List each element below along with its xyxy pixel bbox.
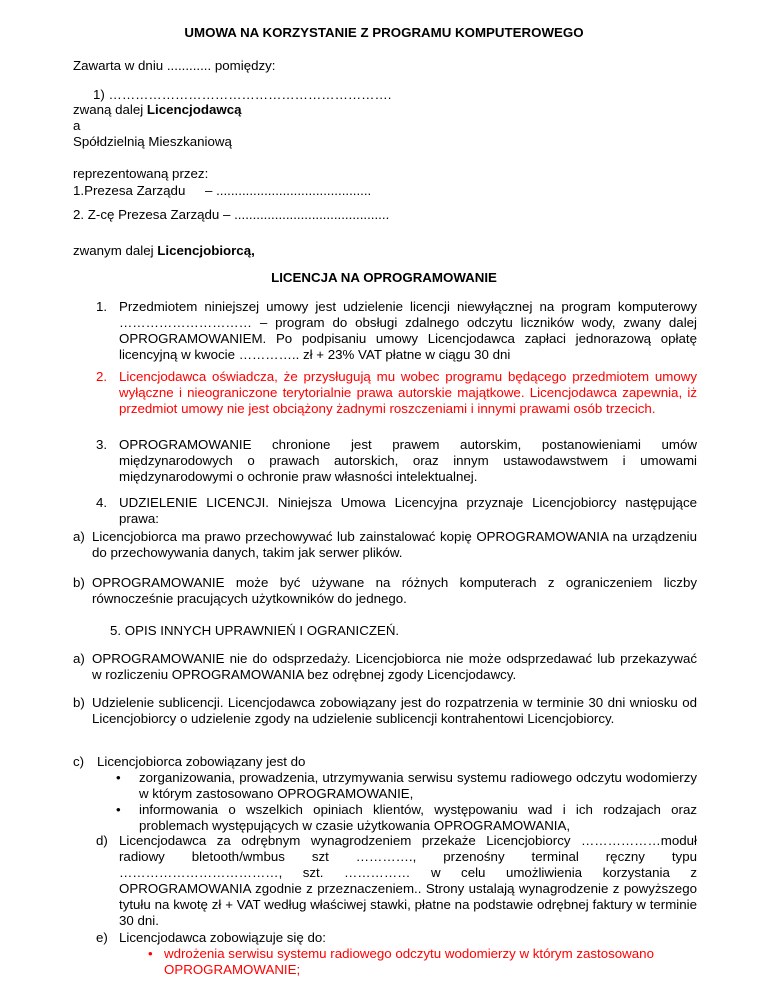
rep1-label: 1.Prezesa Zarządu [73, 183, 186, 198]
other-point-b: Udzielenie sublicencji. Licencjodawca zobowiązany jest do rozpatrzenia w terminie 30 dni wniosku od Licencjobiorcy o udzielenie zgody na udzielenie sublicencji kontrahentowi Licencjobiorcy. [92, 695, 697, 726]
item-2-text: Licencjodawca oświadcza, że przysługują mu wobec programu będącego przedmiotem umowy wyłączne i nieograniczone terytorialnie prawa autorskie majątkowe. Licencjodawca zapewnia, iż przedmiot umowy nie jest obciążony żadnymi roszczeniami i innymi prawami osób trzecich. [119, 369, 697, 416]
licence-point-a: Licencjobiorca ma prawo przechowywać lub zainstalować kopię OPROGRAMOWANIA na urządzeniu do przechowywania danych, takim jak serwer plików. [92, 529, 697, 560]
point-label: e) [96, 930, 108, 945]
item-number: 4. [96, 495, 108, 510]
represented-by: reprezentowaną przez: [73, 166, 209, 181]
point-label: b) [73, 695, 85, 710]
item-3-text: OPROGRAMOWANIE chronione jest prawem autorskim, postanowieniami umów międzynarodowych o prawach autorskich, oraz innym ustawodawstwem i umowami międzynarodowymi o ochronie praw własności intelektualnej. [119, 437, 697, 484]
item-number: 1. [96, 299, 108, 314]
item-number: 2. [96, 369, 108, 384]
point-label: a) [73, 529, 85, 544]
called-prefix: zwaną dalej [73, 102, 147, 117]
other-point-c: Licencjobiorca zobowiązany jest do [97, 754, 306, 769]
c-bullet-1: zorganizowania, prowadzenia, utrzymywania serwisu systemu radiowego odczytu wodomierzy w którym zastosowano OPROGRAMOWANIE, [139, 770, 697, 801]
date-line: Zawarta w dniu ............ pomiędzy: [73, 58, 276, 73]
licencjodawca-term: Licencjodawcą [146, 102, 242, 117]
rep2-line: 2. Z-cę Prezesa Zarządu – .......................................... [73, 207, 390, 222]
party1-called [73, 102, 242, 118]
point-label: a) [73, 651, 85, 666]
item-1-text: Przedmiotem niniejszej umowy jest udzielenie licencji niewyłącznej na program komputerowy ………………………… – program do obsługi zdalnego odczytu liczników wody, zwany dalej OPROGRAMOWANIEM. Po podpisaniu umowy Licencjodawca zapłaci jednorazową opłatę licencyjną w kwocie ………….. zł + 23% VAT płatne w ciągu 30 dni [119, 299, 697, 362]
licence-point-b: OPROGRAMOWANIE może być używane na różnych komputerach z ograniczeniem liczby równocześnie pracujących użytkowników do jednego. [92, 575, 697, 606]
document-title: UMOWA NA KORZYSTANIE Z PROGRAMU KOMPUTEROWEGO [184, 25, 584, 40]
bullet-icon: • [148, 946, 153, 961]
e-bullet: wdrożenia serwisu systemu radiowego odczytu wodomierzy w którym zastosowano OPROGRAMOWANIE; [164, 946, 654, 977]
point-label: d) [96, 833, 108, 848]
c-bullet-2: informowania o wszelkich opiniach klientów, występowaniu wad i ich rodzajach oraz problemach występujących w czasie użytkowania OPROGRAMOWANIA, [139, 802, 697, 833]
section5-heading: 5. OPIS INNYCH UPRAWNIEŃ I OGRANICZEŃ. [110, 623, 400, 638]
other-point-a: OPROGRAMOWANIE nie do odsprzedaży. Licencjobiorca nie może odsprzedawać lub przekazywać w rozliczeniu OPROGRAMOWANIA bez odrębnej zgody Licencjodawcy. [92, 651, 697, 682]
other-point-d: Licencjodawca za odrębnym wynagrodzeniem przekaże Licencjobiorcy ………………moduł radiowy bletooth/wmbus szt …………., przenośny terminal ręczny typu ………………………………, szt. …………… w celu umożliwienia korzystania z OPROGRAMOWANIA zgodnie z przeznaczeniem.. Strony ustalają wynagrodzenie z powyższego tytułu na kwotę zł + VAT według właściwej stawki, płatne na podstawie odrębnej faktury w terminie 30 dni. [119, 833, 697, 928]
point-label: c) [73, 754, 85, 769]
party1-line: 1) ………………………………………………………. [93, 87, 392, 102]
called-prefix: zwanym dalej [73, 243, 158, 258]
bullet-icon: • [116, 802, 121, 817]
and-word: a [73, 118, 81, 133]
point-label: b) [73, 575, 85, 590]
licencjobiorca-term: Licencjobiorcą, [157, 243, 255, 258]
party2-name: Spółdzielnią Mieszkaniową [73, 134, 232, 149]
bullet-icon: • [116, 770, 121, 785]
party2-called [73, 243, 255, 259]
rep1-dots: – .......................................... [205, 183, 372, 198]
section-title: LICENCJA NA OPROGRAMOWANIE [271, 270, 497, 285]
other-point-e: Licencjodawca zobowiązuje się do: [119, 930, 326, 945]
item-number: 3. [96, 437, 108, 452]
item-4-text: UDZIELENIE LICENCJI. Niniejsza Umowa Licencyjna przyznaje Licencjobiorcy następujące prawa: [119, 495, 697, 526]
